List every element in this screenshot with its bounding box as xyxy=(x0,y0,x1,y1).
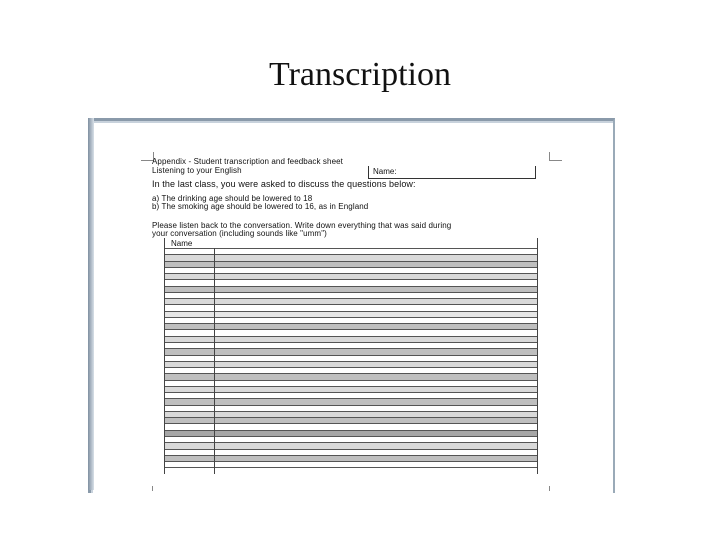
transcription-table xyxy=(164,238,538,474)
document-subheading: Listening to your English xyxy=(152,166,242,175)
table-column-divider xyxy=(214,248,215,474)
question-a: a) The drinking age should be lowered to 18 xyxy=(152,194,313,203)
table-header xyxy=(165,238,537,248)
name-field-label: Name: xyxy=(373,167,397,176)
crop-mark-bottom-right xyxy=(549,486,551,491)
question-b: b) The smoking age should be lowered to 16, as in England xyxy=(152,202,369,211)
name-field[interactable] xyxy=(368,166,536,179)
table-header-name: Name xyxy=(171,239,193,248)
table-body xyxy=(165,248,537,474)
crop-mark-top-right xyxy=(549,152,562,161)
instruction-line-1: Please listen back to the conversation. Write down everything that was said during xyxy=(152,221,452,230)
prompt-text: In the last class, you were asked to discuss the questions below: xyxy=(152,179,416,189)
crop-mark-bottom-left xyxy=(152,486,154,491)
document-frame-shadow xyxy=(88,118,94,490)
slide-title: Transcription xyxy=(269,56,451,93)
document-heading: Appendix - Student transcription and feedback sheet xyxy=(152,157,343,166)
table-row[interactable] xyxy=(165,467,537,473)
instruction-line-2: your conversation (including sounds like "umm") xyxy=(152,229,327,238)
